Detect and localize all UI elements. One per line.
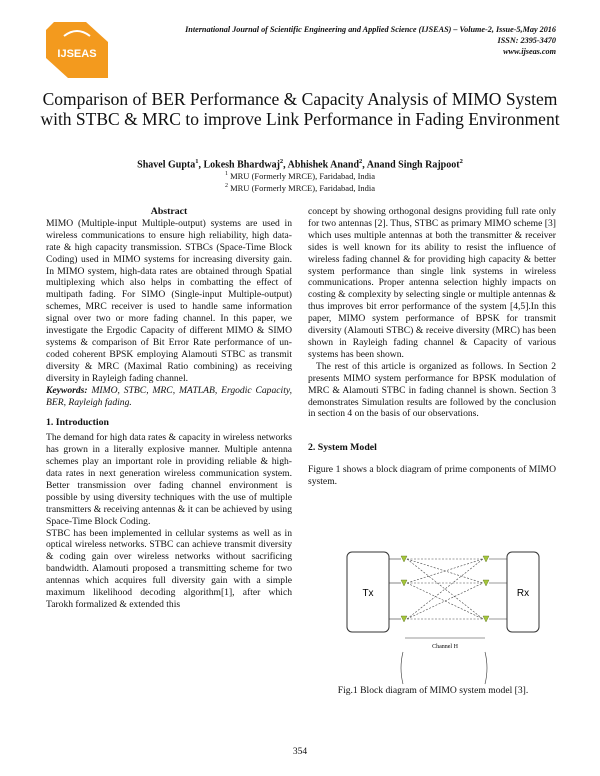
left-column — [46, 206, 292, 611]
paper-title: Comparison of BER Performance & Capacity Analysis of MIMO System with STBC & MRC to improve Link Performance in Fading Environment — [40, 89, 560, 129]
channel-paths — [407, 559, 483, 619]
author-2: Lokesh Bhardwaj — [203, 159, 280, 171]
keywords — [46, 385, 292, 409]
matrix-left-bracket — [401, 652, 403, 684]
journal-name: International Journal of Scientific Engineering and Applied Science (IJSEAS) – Volume-2, Issue-5,May 2016 — [185, 25, 556, 34]
issn: ISSN: 2395-3470 — [497, 36, 556, 45]
author-list: Shavel Gupta$^1$, Lokesh Bhardwaj$^2$, Abhishek Anand$^2$, Anand Singh Rajpoot$^2$ — [137, 158, 463, 171]
affiliation-2-sup: 2 — [224, 183, 228, 190]
tx-antennas — [401, 556, 407, 622]
author-2-sup: 2 — [279, 158, 284, 165]
author-3: Abhishek Anand — [287, 159, 360, 171]
author-1-sup: 1 — [195, 158, 199, 165]
journal-header — [118, 24, 556, 57]
right-paragraph-1: concept by showing orthogonal designs providing full rate only for two antennas [2]. Thus, STBC as primary MIMO scheme [3] which uses multiple antennas at both the transmitter & receiver sides is well known for its ability to resist the influence of wireless fading channel & for providing high capacity & better system performance than single link systems in wireless communications. Proper antenna selection highly impacts on costing & complexity by selecting single or multiple antennas & thus improves bit error performance of the system [4,5].In this paper, MIMO system performance of BPSK for transmit diversity (Alamouti STBC) & receive diversity (MRC) has been shown in Rayleigh fading channel & Capacity of various systems has been shown. — [308, 206, 556, 360]
antenna-connectors — [389, 559, 507, 619]
page-number: 354 — [292, 747, 308, 757]
figure-caption: Fig.1 Block diagram of MIMO system model [3]. — [337, 685, 529, 696]
affiliation-2 — [60, 183, 540, 193]
rx-antennas — [483, 556, 489, 622]
keywords-text: MIMO, STBC, MRC, MATLAB, Ergodic Capacity, BER, Rayleigh fading. — [46, 384, 292, 408]
affiliation-1-text: MRU (Formerly MRCE), Faridabad, India — [230, 171, 376, 181]
section-1-heading: 1. Introduction — [46, 417, 109, 429]
intro-paragraph-1: The demand for high data rates & capacity in wireless networks has grown in a literally explosive manner. Multiple antenna schemes play an important role in providing reliable & high-data rates in next generation wireless communication system. Better transmission over fading channel environment is possible by using diversity techniques with the use of multiple transmitters & receiving antennas & it can be achieved by using Space-Time Block Coding. — [46, 432, 292, 527]
intro-paragraph-2: STBC has been implemented in cellular systems as well as in optical wireless networks. STBC can achieve transmit diversity & coding gain over wireless networks without sacrificing bandwidth. Alamouti proposed a transmitting scheme for two antennas which acquires full diversity gain with a simple maximum likelihood decoding algorithm[1], after which Tarokh formalized & extended this — [46, 527, 292, 610]
logo-text: IJSEAS — [57, 48, 97, 60]
abstract-text: MIMO (Multiple-input Multiple-output) systems are used in wireless communications to ensure high reliability, high data-rate & high capacity transmission. STBCs (Space-Time Block Coding) used in MIMO systems for increasing diversity gain. In MIMO system, high-data rates are obtained through Spatial multiplexing which also helps in combatting the effect of multipath fading. For SIMO (Single-input Multiple-output) schemes, MRC receiver is used to handle same information signal over two or more fading channel. In this paper, we investigate the Ergodic Capacity of different MIMO & SIMO systems & comparison of Bit Error Rate performance of un-coded coherent BPSK employing Alamouti STBC as transmit diversity & MRC (Maximal Ratio combining) as receiving diversity in Rayleigh fading channel. — [46, 217, 292, 384]
right-paragraph-2: The rest of this article is organized as follows. In Section 2 presents MIMO system performance for BPSK modulation of MRC & Alamouti STBC in fading channel is shown. Section 3 demonstrates Simulation results are followed by the conclusion in section 4 on the basis of our observations. — [308, 360, 556, 420]
channel-label: Channel H — [432, 644, 458, 650]
author-1: Shavel Gupta — [137, 159, 196, 171]
affiliation-2-text: MRU (Formerly MRCE), Faridabad, India — [230, 183, 376, 193]
abstract-heading: Abstract — [150, 206, 188, 217]
mimo-block-diagram — [345, 546, 541, 686]
right-column — [308, 206, 556, 488]
journal-logo — [46, 22, 108, 78]
keywords-label: Keywords: — [46, 384, 88, 396]
tx-label: Tx — [362, 588, 374, 599]
author-4: Anand Singh Rajpoot — [366, 159, 460, 171]
affiliation-1-sup: 1 — [224, 171, 228, 178]
affiliation-1 — [60, 171, 540, 181]
rx-label: Rx — [516, 588, 530, 599]
author-3-sup: 2 — [359, 158, 363, 165]
section-2-text: Figure 1 shows a block diagram of prime components of MIMO system. — [308, 464, 556, 488]
matrix-right-bracket — [485, 652, 487, 684]
website[interactable]: www.ijseas.com — [503, 47, 556, 56]
section-2-heading: 2. System Model — [308, 442, 377, 454]
author-4-sup: 2 — [459, 158, 463, 165]
